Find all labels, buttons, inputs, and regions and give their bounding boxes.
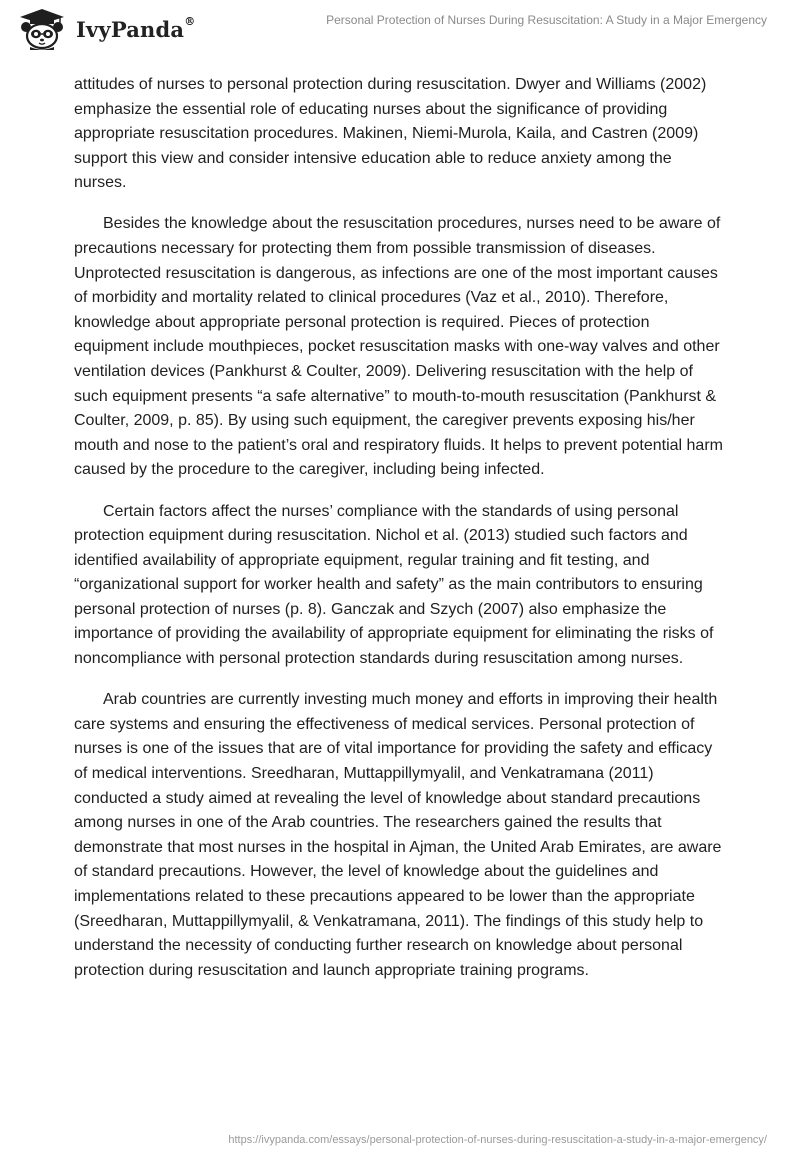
registered-mark: ® xyxy=(184,14,196,28)
source-url[interactable]: https://ivypanda.com/essays/personal-protection-of-nurses-during-resuscitation-a-study-in-a-major-emergency/ xyxy=(228,1134,767,1146)
page-header xyxy=(0,0,800,70)
paragraph: Besides the knowledge about the resuscitation procedures, nurses need to be aware of precautions necessary for protecting them from possible transmission of diseases. Unprotected resuscitation is dangerous, as infections are one of the most important causes of morbidity and mortality related to clinical procedures (Vaz et al., 2010). Therefore, knowledge about appropriate personal protection is required. Pieces of protection equipment include mouthpieces, pocket resuscitation masks with one-way valves and other ventilation devices (Pankhurst & Coulter, 2009). Delivering resuscitation with the help of such equipment presents “a safe alternative” to mouth-to-mouth resuscitation (Pankhurst & Coulter, 2009, p. 85). By using such equipment, the caregiver prevents exposing his/her mouth and nose to the patient’s oral and respiratory fluids. It helps to prevent potential harm caused by the procedure to the caregiver, including being infected. xyxy=(74,215,723,479)
logo[interactable] xyxy=(16,8,195,50)
paragraph: Arab countries are currently investing much money and efforts in improving their health care systems and ensuring the effectiveness of medical services. Personal protection of nurses is one of the issues that are of vital importance for providing the safety and efficacy of medical interventions. Sreedharan, Muttappillymyalil, and Venkatramana (2011) conducted a study aimed at revealing the level of knowledge about standard precautions among nurses in one of the Arab countries. The researchers gained the results that demonstrate that most nurses in the hospital in Ajman, the United Arab Emirates, are aware of standard precautions. However, the level of knowledge about the guidelines and implementations related to these precautions appeared to be lower than the appropriate (Sreedharan, Muttappillymyalil, & Venkatramana, 2011). The findings of this study help to understand the necessity of conducting further research on knowledge about personal protection during resuscitation and launch appropriate training programs. xyxy=(74,691,722,979)
document-title: Personal Protection of Nurses During Resuscitation: A Study in a Major Emergency xyxy=(326,13,767,27)
essay-body xyxy=(74,73,726,1000)
paragraph: Certain factors affect the nurses’ compliance with the standards of using personal protection equipment during resuscitation. Nichol et al. (2013) studied such factors and identified availability of appropriate equipment, regular training and fit testing, and “organizational support for worker health and safety” as the main contributors to ensuring personal protection of nurses (p. 8). Ganczak and Szych (2007) also emphasize the importance of providing the availability of appropriate equipment for eliminating the risks of noncompliance with personal protection standards during resuscitation among nurses. xyxy=(74,502,714,668)
logo-wordmark: IvyPanda® xyxy=(76,14,196,42)
paragraph: attitudes of nurses to personal protection during resuscitation. Dwyer and Williams (2002) emphasize the essential role of educating nurses about the significance of providing appropriate resuscitation procedures. Makinen, Niemi-Murola, Kaila, and Castren (2009) support this view and consider intensive education able to reduce anxiety among the nurses. xyxy=(74,76,707,192)
panda-mascot-icon xyxy=(16,8,68,50)
